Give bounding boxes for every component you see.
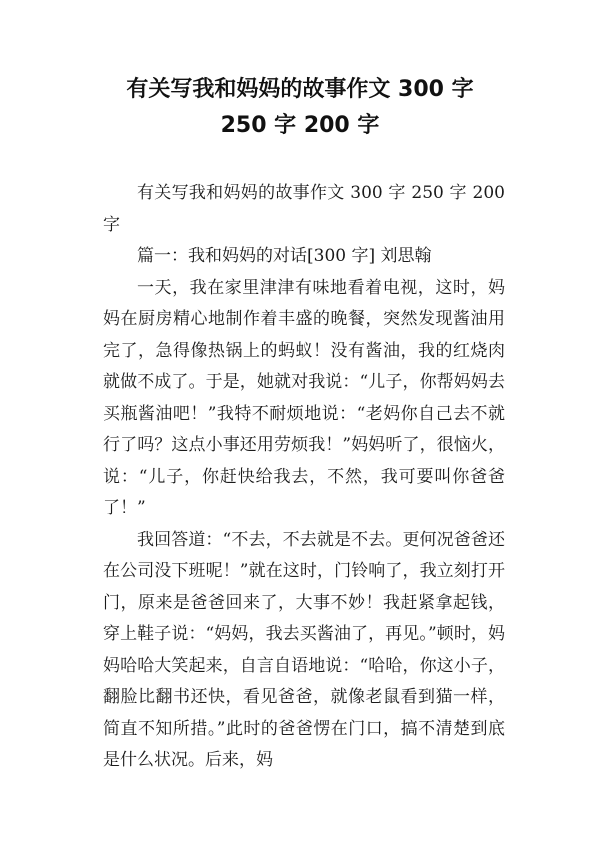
document-title bbox=[60, 72, 540, 144]
title-line-1: 有关写我和妈妈的故事作文 300 字 bbox=[126, 77, 474, 102]
paragraph-heading: 有关写我和妈妈的故事作文 300 字 250 字 200 字 bbox=[103, 183, 505, 235]
document-body bbox=[103, 178, 505, 777]
paragraph-2: 我回答道：“不去，不去就是不去。更何况爸爸还在公司没下班呢！”就在这时，门铃响了，我立刻打开门，原来是爸爸回来了，大事不妙！我赶紧拿起钱，穿上鞋子说：“妈妈，我去买酱油了，再见。”顿时，妈妈哈哈大笑起来，自言自语地说：“哈哈，你这小子，翻脸比翻书还快，看见爸爸，就像老鼠看到猫一样，简直不知所措。”此时的爸爸愣在门口，搞不清楚到底是什么状况。后来，妈 bbox=[103, 529, 505, 770]
paragraph-subtitle: 篇一：我和妈妈的对话[300 字] 刘思翰 bbox=[137, 246, 432, 266]
title-line-2: 250 字 200 字 bbox=[220, 113, 380, 138]
paragraph-1: 一天，我在家里津津有味地看着电视，这时，妈妈在厨房精心地制作着丰盛的晚餐，突然发现酱油用完了，急得像热锅上的蚂蚁！没有酱油，我的红烧肉就做不成了。于是，她就对我说：“儿子，你帮妈妈去买瓶酱油吧！”我特不耐烦地说：“老妈你自己去不就行了吗？这点小事还用劳烦我！”妈妈听了，很恼火，说：“儿子，你赶快给我去，不然，我可要叫你爸爸了！” bbox=[103, 277, 505, 518]
